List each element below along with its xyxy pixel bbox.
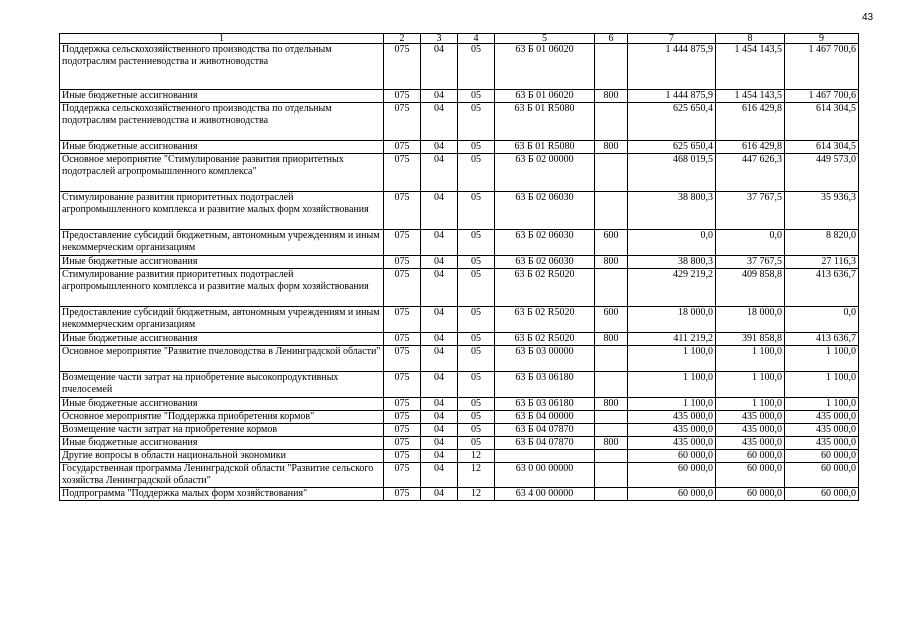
row-c2-cell: 075	[384, 307, 421, 333]
row-c4-cell: 05	[458, 90, 495, 103]
row-c2-cell: 075	[384, 103, 421, 141]
table-row	[60, 256, 859, 269]
row-c6-cell	[595, 154, 628, 192]
table-row	[60, 307, 859, 333]
row-c6-cell: 600	[595, 230, 628, 256]
row-c3-cell: 04	[421, 437, 458, 450]
row-c5-cell: 63 Б 02 06030	[495, 230, 595, 256]
row-c6-cell: 800	[595, 256, 628, 269]
row-c3-cell: 04	[421, 141, 458, 154]
row-name-cell: Основное мероприятие "Стимулирование развития приоритетных подотраслей агропромышленного комплекса"	[60, 154, 384, 192]
row-c3-cell: 04	[421, 307, 458, 333]
row-c3-cell: 04	[421, 192, 458, 230]
row-c5-cell: 63 Б 02 R5020	[495, 307, 595, 333]
row-c2-cell: 075	[384, 269, 421, 307]
row-c6-cell	[595, 44, 628, 90]
row-c7-cell: 1 444 875,9	[628, 90, 716, 103]
row-c4-cell: 05	[458, 372, 495, 398]
row-c7-cell: 411 219,2	[628, 333, 716, 346]
row-c6-cell	[595, 411, 628, 424]
row-name-cell: Иные бюджетные ассигнования	[60, 398, 384, 411]
table-row	[60, 450, 859, 463]
row-c9-cell: 60 000,0	[785, 463, 859, 488]
header-cell: 9	[785, 34, 859, 44]
row-c4-cell: 05	[458, 256, 495, 269]
table-row	[60, 230, 859, 256]
row-c3-cell: 04	[421, 372, 458, 398]
row-c7-cell: 1 100,0	[628, 346, 716, 372]
row-c7-cell: 60 000,0	[628, 488, 716, 501]
row-c8-cell: 435 000,0	[716, 411, 785, 424]
row-c8-cell: 391 858,8	[716, 333, 785, 346]
row-name-cell: Основное мероприятие "Развитие пчеловодства в Ленинградской области"	[60, 346, 384, 372]
header-cell: 4	[458, 34, 495, 44]
row-c8-cell: 1 100,0	[716, 346, 785, 372]
row-c8-cell: 18 000,0	[716, 307, 785, 333]
row-c7-cell: 435 000,0	[628, 424, 716, 437]
row-c7-cell: 60 000,0	[628, 450, 716, 463]
row-c3-cell: 04	[421, 269, 458, 307]
row-c6-cell	[595, 346, 628, 372]
table-row	[60, 44, 859, 90]
row-c4-cell: 05	[458, 411, 495, 424]
row-c4-cell: 12	[458, 463, 495, 488]
row-c8-cell: 435 000,0	[716, 437, 785, 450]
row-c2-cell: 075	[384, 44, 421, 90]
row-c5-cell: 63 Б 02 06030	[495, 256, 595, 269]
row-name-cell: Иные бюджетные ассигнования	[60, 256, 384, 269]
row-c6-cell: 800	[595, 437, 628, 450]
row-c7-cell: 435 000,0	[628, 437, 716, 450]
header-cell: 6	[595, 34, 628, 44]
row-c3-cell: 04	[421, 256, 458, 269]
row-c5-cell: 63 Б 02 06030	[495, 192, 595, 230]
row-c4-cell: 05	[458, 424, 495, 437]
row-c8-cell: 37 767,5	[716, 192, 785, 230]
row-c3-cell: 04	[421, 424, 458, 437]
header-row	[60, 34, 859, 44]
row-c6-cell	[595, 450, 628, 463]
row-c8-cell: 409 858,8	[716, 269, 785, 307]
row-c8-cell: 1 100,0	[716, 398, 785, 411]
row-name-cell: Иные бюджетные ассигнования	[60, 333, 384, 346]
table-row	[60, 398, 859, 411]
table-row	[60, 411, 859, 424]
table-row	[60, 154, 859, 192]
row-c5-cell: 63 Б 04 07870	[495, 424, 595, 437]
row-c9-cell: 0,0	[785, 307, 859, 333]
row-c8-cell: 1 100,0	[716, 372, 785, 398]
row-c9-cell: 435 000,0	[785, 424, 859, 437]
row-c9-cell: 1 100,0	[785, 346, 859, 372]
row-name-cell: Стимулирование развития приоритетных подотраслей агропромышленного комплекса и развитие малых форм хозяйствования	[60, 192, 384, 230]
row-c6-cell	[595, 424, 628, 437]
row-c3-cell: 04	[421, 411, 458, 424]
row-c3-cell: 04	[421, 44, 458, 90]
row-c4-cell: 05	[458, 154, 495, 192]
row-c6-cell	[595, 372, 628, 398]
row-c8-cell: 0,0	[716, 230, 785, 256]
row-c6-cell: 800	[595, 90, 628, 103]
row-c6-cell	[595, 488, 628, 501]
row-c5-cell: 63 Б 01 06020	[495, 90, 595, 103]
row-c8-cell: 60 000,0	[716, 463, 785, 488]
row-c4-cell: 05	[458, 230, 495, 256]
row-c9-cell: 27 116,3	[785, 256, 859, 269]
row-c2-cell: 075	[384, 372, 421, 398]
header-cell: 8	[716, 34, 785, 44]
header-cell: 5	[495, 34, 595, 44]
row-c6-cell	[595, 463, 628, 488]
row-c6-cell	[595, 192, 628, 230]
row-c9-cell: 614 304,5	[785, 141, 859, 154]
row-c5-cell: 63 Б 03 06180	[495, 398, 595, 411]
row-c4-cell: 05	[458, 437, 495, 450]
row-name-cell: Иные бюджетные ассигнования	[60, 437, 384, 450]
row-c7-cell: 38 800,3	[628, 192, 716, 230]
row-name-cell: Другие вопросы в области национальной экономики	[60, 450, 384, 463]
header-cell: 3	[421, 34, 458, 44]
row-c3-cell: 04	[421, 154, 458, 192]
row-c3-cell: 04	[421, 333, 458, 346]
row-c8-cell: 1 454 143,5	[716, 90, 785, 103]
row-c4-cell: 05	[458, 346, 495, 372]
row-name-cell: Стимулирование развития приоритетных подотраслей агропромышленного комплекса и развитие малых форм хозяйствования	[60, 269, 384, 307]
row-c2-cell: 075	[384, 398, 421, 411]
row-c9-cell: 60 000,0	[785, 450, 859, 463]
header-cell: 7	[628, 34, 716, 44]
row-c2-cell: 075	[384, 154, 421, 192]
row-c7-cell: 435 000,0	[628, 411, 716, 424]
row-c3-cell: 04	[421, 90, 458, 103]
row-name-cell: Предоставление субсидий бюджетным, автономным учреждениям и иным некоммерческим организациям	[60, 307, 384, 333]
row-c2-cell: 075	[384, 141, 421, 154]
row-c2-cell: 075	[384, 411, 421, 424]
row-c4-cell: 05	[458, 44, 495, 90]
row-name-cell: Возмещение части затрат на приобретение высокопродуктивных пчелосемей	[60, 372, 384, 398]
row-c5-cell: 63 Б 01 R5080	[495, 141, 595, 154]
row-c4-cell: 05	[458, 141, 495, 154]
row-c4-cell: 05	[458, 333, 495, 346]
row-c9-cell: 1 100,0	[785, 398, 859, 411]
row-c7-cell: 18 000,0	[628, 307, 716, 333]
row-c2-cell: 075	[384, 450, 421, 463]
table-row	[60, 372, 859, 398]
row-c5-cell: 63 Б 01 06020	[495, 44, 595, 90]
table-row	[60, 192, 859, 230]
row-c5-cell: 63 Б 02 R5020	[495, 333, 595, 346]
row-c5-cell: 63 4 00 00000	[495, 488, 595, 501]
row-c6-cell	[595, 103, 628, 141]
row-c7-cell: 60 000,0	[628, 463, 716, 488]
row-c3-cell: 04	[421, 488, 458, 501]
row-c8-cell: 60 000,0	[716, 488, 785, 501]
row-c7-cell: 1 444 875,9	[628, 44, 716, 90]
row-c6-cell	[595, 269, 628, 307]
row-c3-cell: 04	[421, 450, 458, 463]
row-c2-cell: 075	[384, 192, 421, 230]
row-c4-cell: 05	[458, 103, 495, 141]
row-c4-cell: 12	[458, 450, 495, 463]
page-number: 43	[862, 12, 874, 23]
row-c8-cell: 37 767,5	[716, 256, 785, 269]
table-row	[60, 463, 859, 488]
row-c9-cell: 614 304,5	[785, 103, 859, 141]
row-c2-cell: 075	[384, 424, 421, 437]
table-row	[60, 437, 859, 450]
row-c7-cell: 625 650,4	[628, 103, 716, 141]
row-name-cell: Возмещение части затрат на приобретение кормов	[60, 424, 384, 437]
row-c9-cell: 435 000,0	[785, 411, 859, 424]
row-c2-cell: 075	[384, 488, 421, 501]
row-c3-cell: 04	[421, 103, 458, 141]
row-c5-cell: 63 Б 02 00000	[495, 154, 595, 192]
row-c2-cell: 075	[384, 333, 421, 346]
row-name-cell: Иные бюджетные ассигнования	[60, 141, 384, 154]
row-c8-cell: 1 454 143,5	[716, 44, 785, 90]
row-c8-cell: 435 000,0	[716, 424, 785, 437]
row-c6-cell: 800	[595, 398, 628, 411]
row-c8-cell: 60 000,0	[716, 450, 785, 463]
row-name-cell: Поддержка сельскохозяйственного производства по отдельным подотраслям растениеводства и животноводства	[60, 103, 384, 141]
row-c2-cell: 075	[384, 230, 421, 256]
row-c2-cell: 075	[384, 346, 421, 372]
row-c3-cell: 04	[421, 230, 458, 256]
row-name-cell: Основное мероприятие "Поддержка приобретения кормов"	[60, 411, 384, 424]
row-c3-cell: 04	[421, 398, 458, 411]
row-c8-cell: 447 626,3	[716, 154, 785, 192]
row-c7-cell: 1 100,0	[628, 398, 716, 411]
row-c7-cell: 625 650,4	[628, 141, 716, 154]
header-cell: 1	[60, 34, 384, 44]
row-c9-cell: 1 467 700,6	[785, 44, 859, 90]
row-c9-cell: 449 573,0	[785, 154, 859, 192]
row-c3-cell: 04	[421, 346, 458, 372]
table-row	[60, 346, 859, 372]
table-row	[60, 269, 859, 307]
row-c5-cell: 63 Б 04 07870	[495, 437, 595, 450]
row-c5-cell: 63 Б 02 R5020	[495, 269, 595, 307]
row-c9-cell: 435 000,0	[785, 437, 859, 450]
table-row	[60, 90, 859, 103]
row-c7-cell: 38 800,3	[628, 256, 716, 269]
row-c9-cell: 413 636,7	[785, 269, 859, 307]
row-name-cell: Подпрограмма "Поддержка малых форм хозяйствования"	[60, 488, 384, 501]
header-cell: 2	[384, 34, 421, 44]
row-c4-cell: 05	[458, 269, 495, 307]
row-c7-cell: 1 100,0	[628, 372, 716, 398]
row-c9-cell: 1 100,0	[785, 372, 859, 398]
row-c2-cell: 075	[384, 463, 421, 488]
row-c4-cell: 05	[458, 307, 495, 333]
row-name-cell: Поддержка сельскохозяйственного производства по отдельным подотраслям растениеводства и животноводства	[60, 44, 384, 90]
row-c4-cell: 12	[458, 488, 495, 501]
row-name-cell: Предоставление субсидий бюджетным, автономным учреждениям и иным некоммерческим организациям	[60, 230, 384, 256]
row-name-cell: Иные бюджетные ассигнования	[60, 90, 384, 103]
row-c6-cell: 800	[595, 333, 628, 346]
row-c7-cell: 429 219,2	[628, 269, 716, 307]
row-c9-cell: 1 467 700,6	[785, 90, 859, 103]
table-row	[60, 488, 859, 501]
row-c2-cell: 075	[384, 256, 421, 269]
row-c9-cell: 413 636,7	[785, 333, 859, 346]
row-c5-cell: 63 Б 03 06180	[495, 372, 595, 398]
row-c2-cell: 075	[384, 437, 421, 450]
row-c5-cell	[495, 450, 595, 463]
row-c5-cell: 63 Б 01 R5080	[495, 103, 595, 141]
budget-table	[59, 33, 859, 501]
table-row	[60, 103, 859, 141]
row-c9-cell: 8 820,0	[785, 230, 859, 256]
table-row	[60, 141, 859, 154]
row-name-cell: Государственная программа Ленинградской области "Развитие сельского хозяйства Ленинградской области"	[60, 463, 384, 488]
row-c4-cell: 05	[458, 192, 495, 230]
row-c6-cell: 600	[595, 307, 628, 333]
row-c8-cell: 616 429,8	[716, 103, 785, 141]
table-row	[60, 424, 859, 437]
row-c5-cell: 63 Б 03 00000	[495, 346, 595, 372]
row-c5-cell: 63 0 00 00000	[495, 463, 595, 488]
row-c8-cell: 616 429,8	[716, 141, 785, 154]
row-c7-cell: 468 019,5	[628, 154, 716, 192]
row-c2-cell: 075	[384, 90, 421, 103]
row-c9-cell: 60 000,0	[785, 488, 859, 501]
row-c9-cell: 35 936,3	[785, 192, 859, 230]
table-row	[60, 333, 859, 346]
row-c3-cell: 04	[421, 463, 458, 488]
row-c6-cell: 800	[595, 141, 628, 154]
row-c7-cell: 0,0	[628, 230, 716, 256]
row-c5-cell: 63 Б 04 00000	[495, 411, 595, 424]
row-c4-cell: 05	[458, 398, 495, 411]
